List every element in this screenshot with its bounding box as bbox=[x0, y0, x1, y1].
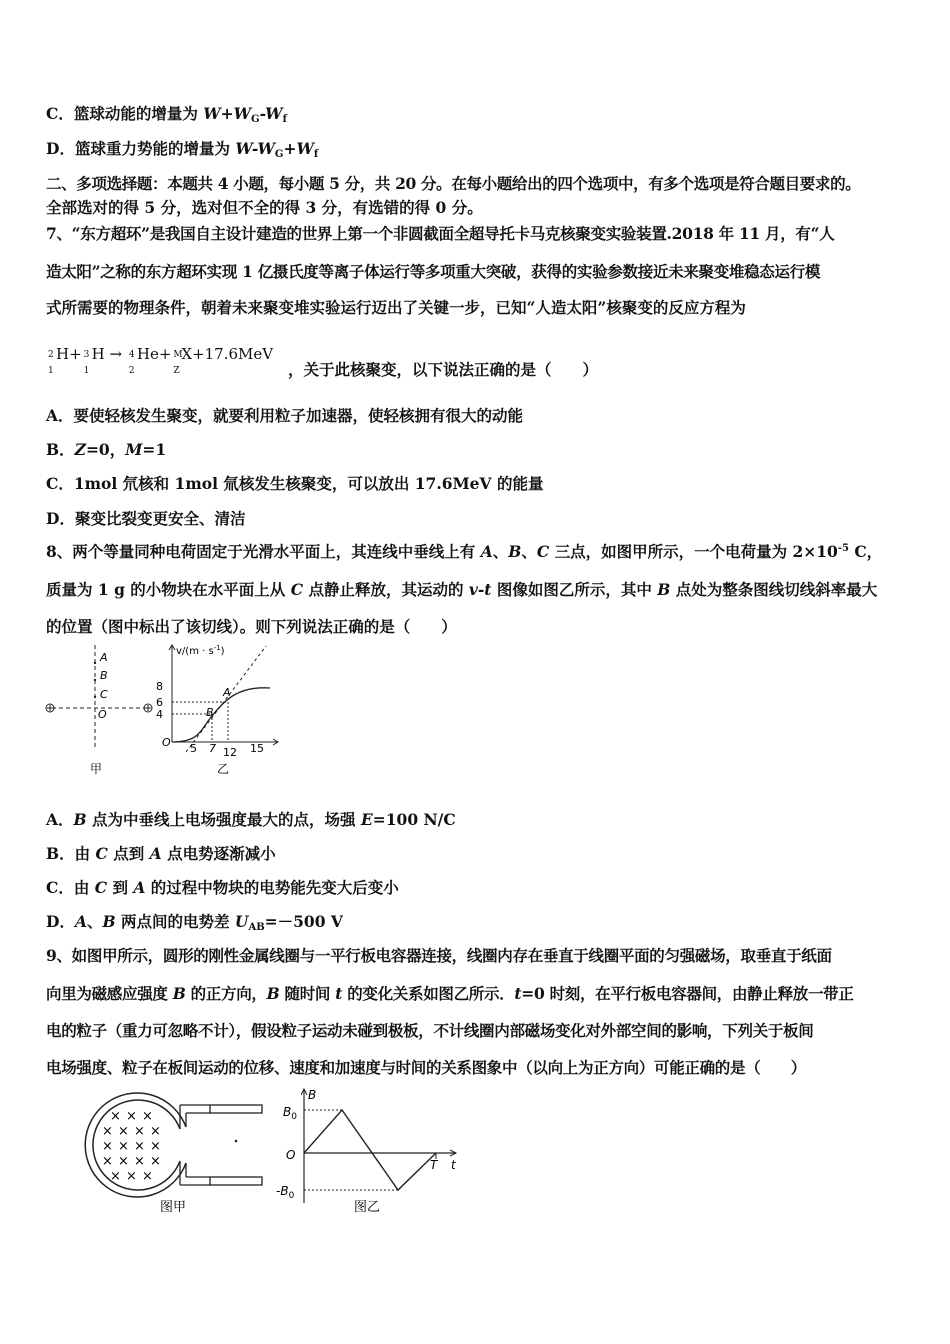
q8-tick-y8: 8 bbox=[156, 680, 163, 693]
q8-curve-b-label: B bbox=[206, 706, 214, 719]
q9-b-t-curve bbox=[304, 1110, 436, 1190]
q9-neg-b0-label: $-B_0$ bbox=[276, 1184, 295, 1201]
q8-line3: 的位置（图中标出了该切线）。则下列说法正确的是（ ） bbox=[46, 617, 457, 636]
q9-fig-jia-caption: 图甲 bbox=[160, 1200, 187, 1215]
q6-option-c: C．篮球动能的增量为 $W+W_G-W_f$ bbox=[46, 104, 287, 125]
q8-curve-a-label: A bbox=[223, 686, 231, 699]
q9-t-period-label: T bbox=[430, 1158, 438, 1172]
q8-fig-jia-caption: 甲 bbox=[90, 762, 103, 776]
q8-point-a-label: A bbox=[100, 651, 108, 664]
q8-figure bbox=[40, 640, 290, 780]
q9-figure bbox=[78, 1085, 478, 1220]
svg-text:×: × bbox=[150, 1139, 161, 1154]
q8-option-b: B．由 C 点到 A 点电势逐渐减小 bbox=[46, 844, 276, 863]
section2-line2: 全部选对的得 5 分，选对但不全的得 3 分，有选错的得 0 分。 bbox=[46, 198, 483, 217]
svg-text:×: × bbox=[142, 1109, 153, 1124]
q8-y-axis-label: $v/(m \cdot s^{-1})$ bbox=[176, 644, 225, 657]
q8-vt-curve bbox=[172, 688, 270, 742]
q9-line1: 9、如图甲所示，圆形的刚性金属线圈与一平行板电容器连接，线圈内存在垂直于线圈平面的匀强磁场，取垂直于纸面 bbox=[46, 946, 832, 965]
q7-line3: 式所需要的物理条件，朝着未来聚变堆实验运行迈出了关键一步，已知“人造太阳”核聚变的反应方程为 bbox=[46, 298, 746, 317]
q8-tick-x12: 12 bbox=[223, 746, 237, 759]
svg-text:×: × bbox=[126, 1109, 137, 1124]
svg-text:×: × bbox=[118, 1154, 129, 1169]
q9-b-axis-label: B bbox=[308, 1088, 317, 1102]
svg-text:×: × bbox=[102, 1139, 113, 1154]
q9-top-plate bbox=[210, 1105, 262, 1113]
section2-line1: 二、多项选择题：本题共 4 小题，每小题 5 分，共 20 分。在每小题给出的四个选项中，有多个选项是符合题目要求的。 bbox=[46, 174, 861, 193]
q8-fig-yi bbox=[156, 644, 278, 776]
q9-b0-label: $B_0$ bbox=[283, 1105, 297, 1122]
svg-text:×: × bbox=[102, 1124, 113, 1139]
q8-tangent-line bbox=[186, 646, 266, 752]
q8-origin-label: O bbox=[98, 708, 107, 721]
q9-fig-yi-caption: 图乙 bbox=[354, 1200, 381, 1215]
q9-fig-yi bbox=[276, 1088, 457, 1215]
q9-line2: 向里为磁感应强度 B 的正方向，B 随时间 t 的变化关系如图乙所示．t=0 时刻，在平行板电容器间，由静止释放一带正 bbox=[46, 984, 854, 1003]
svg-text:×: × bbox=[150, 1124, 161, 1139]
q8-tick-y6: 6 bbox=[156, 696, 163, 709]
q7-line2: 造太阳”之称的东方超环实现 1 亿摄氏度等离子体运行等多项重大突破，获得的实验参数接近未来聚变堆稳态运行模 bbox=[46, 262, 821, 281]
q7-option-a: A．要使轻核发生聚变，就要利用粒子加速器，使轻核拥有很大的动能 bbox=[46, 406, 524, 425]
svg-text:×: × bbox=[142, 1169, 153, 1184]
q7-line1: 7、“东方超环”是我国自主设计建造的世界上第一个非圆截面全超导托卡马克核聚变实验装置.2018 年 11 月，有“人 bbox=[46, 224, 835, 243]
q8-fig-jia bbox=[46, 645, 152, 776]
q8-line1: 8、两个等量同种电荷固定于光滑水平面上，其连线中垂线上有 A、B、C 三点，如图甲所示，一个电荷量为 $2\times 10^{-5}$ C， bbox=[46, 542, 883, 561]
q7-reaction-equation: 2 1 H+ 3 1 H → 4 2 He+ M Z X+17.6MeV bbox=[48, 345, 274, 376]
q8-tick-y4: 4 bbox=[156, 708, 163, 721]
q8-tick-x15: 15 bbox=[250, 742, 264, 755]
svg-text:×: × bbox=[110, 1169, 121, 1184]
svg-text:×: × bbox=[126, 1169, 137, 1184]
q7-question-tail: ，关于此核聚变，以下说法正确的是（ ） bbox=[288, 360, 599, 379]
q9-t-axis-label: t bbox=[451, 1158, 456, 1172]
q8-point-b-label: B bbox=[100, 669, 108, 682]
q8-fig-yi-caption: 乙 bbox=[217, 762, 230, 776]
q7-option-b: B．Z=0，M=1 bbox=[46, 440, 167, 459]
q8-option-c: C．由 C 到 A 的过程中物块的电势能先变大后变小 bbox=[46, 878, 399, 897]
svg-text:×: × bbox=[118, 1124, 129, 1139]
svg-text:×: × bbox=[118, 1139, 129, 1154]
q9-line3: 电的粒子（重力可忽略不计），假设粒子运动未碰到极板，不计线圈内部磁场变化对外部空间的影响，下列关于板间 bbox=[46, 1021, 814, 1040]
q8-x-origin: O bbox=[162, 736, 171, 749]
q7-option-d: D．聚变比裂变更安全、清洁 bbox=[46, 509, 246, 528]
q9-origin-label: O bbox=[286, 1148, 296, 1162]
q9-fig-jia bbox=[85, 1093, 262, 1215]
svg-text:×: × bbox=[150, 1154, 161, 1169]
svg-text:×: × bbox=[134, 1124, 145, 1139]
q8-tick-x5: 5 bbox=[190, 742, 197, 755]
q6-option-d: D．篮球重力势能的增量为 $W-W_G+W_f$ bbox=[46, 139, 319, 160]
q9-magnetic-field-crosses bbox=[102, 1109, 161, 1184]
svg-text:×: × bbox=[110, 1109, 121, 1124]
svg-text:×: × bbox=[134, 1154, 145, 1169]
q7-option-c: C．1mol 氘核和 1mol 氚核发生核聚变，可以放出 17.6MeV 的能量 bbox=[46, 474, 544, 493]
q8-point-c-label: C bbox=[100, 688, 108, 701]
svg-text:×: × bbox=[102, 1154, 113, 1169]
q9-line4: 电场强度、粒子在板间运动的位移、速度和加速度与时间的关系图象中（以向上为正方向）可能正确的是（ ） bbox=[46, 1058, 807, 1077]
q8-line2: 质量为 1 g 的小物块在水平面上从 C 点静止释放，其运动的 v-t 图像如图乙所示，其中 B 点处为整条图线切线斜率最大 bbox=[46, 580, 878, 599]
q8-option-d: D．A、B 两点间的电势差 $U_{AB}=-500$ V bbox=[46, 912, 343, 933]
svg-text:×: × bbox=[134, 1139, 145, 1154]
q9-particle bbox=[235, 1140, 238, 1143]
q9-bottom-plate bbox=[210, 1177, 262, 1185]
q8-tick-x7: 7 bbox=[209, 742, 216, 755]
q8-option-a: A．B 点为中垂线上电场强度最大的点，场强 E=100 N/C bbox=[46, 810, 456, 829]
